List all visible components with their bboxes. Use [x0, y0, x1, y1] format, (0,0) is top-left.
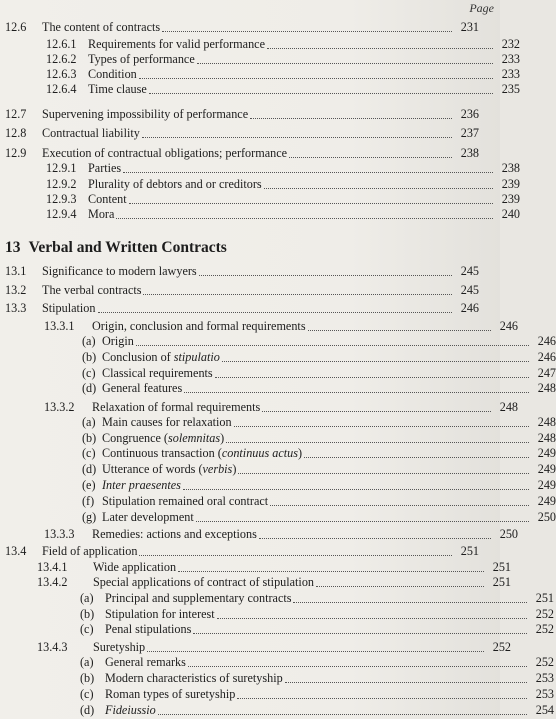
entry-title-text: Stipulation [42, 301, 96, 315]
entry-page-number: 237 [460, 126, 479, 140]
entry-page-number: 231 [460, 20, 479, 34]
toc-entry [0, 478, 556, 493]
chapter-heading [5, 239, 227, 257]
entry-title [93, 575, 314, 590]
entry-page-number: 250 [537, 510, 556, 524]
entry-title [42, 146, 287, 161]
entry-page-number: 246 [499, 319, 518, 333]
entry-title [88, 192, 127, 207]
entry-title [42, 107, 248, 122]
entry-page-number: 246 [537, 334, 556, 348]
entry-number: 12.8 [5, 126, 27, 140]
entry-number: 13.4.2 [37, 575, 68, 589]
entry-page-number: 233 [501, 52, 520, 66]
page-column-header: Page [469, 1, 494, 15]
dot-leader [183, 488, 529, 490]
entry-title [102, 494, 268, 509]
entry-title-text: Relaxation of formal requirements [92, 400, 261, 414]
toc-entry [0, 350, 556, 365]
dot-leader [217, 617, 527, 619]
dot-leader [304, 456, 529, 458]
toc-entry [0, 301, 479, 316]
entry-number: (b) [82, 350, 97, 364]
entry-page-number: 251 [492, 560, 511, 574]
dot-leader [162, 30, 452, 32]
toc-entry [0, 381, 556, 396]
entry-title-italic: Inter praesentes [102, 478, 181, 492]
entry-title-italic: verbis [202, 462, 233, 476]
dot-leader [316, 585, 484, 587]
toc-entry [0, 527, 518, 542]
toc-entry [0, 192, 520, 207]
dot-leader [234, 425, 529, 427]
entry-number: (d) [82, 381, 97, 395]
toc-entry [0, 671, 554, 686]
entry-title [42, 301, 96, 316]
entry-title [88, 82, 147, 97]
toc-entry [0, 207, 520, 222]
entry-number: 13.3.1 [44, 319, 75, 333]
entry-title [93, 560, 176, 575]
entry-page-number: 240 [501, 207, 520, 221]
entry-title [105, 703, 156, 718]
dot-leader [116, 217, 493, 219]
entry-number: 12.7 [5, 107, 27, 121]
entry-title [88, 52, 195, 67]
entry-page-number: 251 [460, 544, 479, 558]
dot-leader [226, 441, 529, 443]
entry-title [93, 640, 145, 655]
toc-entry [0, 544, 479, 559]
entry-title [102, 478, 181, 493]
entry-number: 12.6 [5, 20, 27, 34]
entry-title-text: Execution of contractual obligations; performance [42, 146, 288, 160]
entry-page-number: 248 [537, 381, 556, 395]
entry-number: 12.6.4 [46, 82, 77, 96]
dot-leader [293, 601, 527, 603]
toc-entry [0, 283, 479, 298]
dot-leader [147, 650, 484, 652]
entry-title-end: ) [298, 446, 303, 460]
toc-entry [0, 319, 518, 334]
entry-title-text: Parties [88, 161, 122, 175]
entry-number: 13.3.3 [44, 527, 75, 541]
entry-title-text: Modern characteristics of suretyship [105, 671, 283, 685]
dot-leader [289, 156, 452, 158]
entry-page-number: 253 [535, 671, 554, 685]
entry-title [92, 527, 257, 542]
toc-entry [0, 703, 554, 718]
entry-number: 12.9.1 [46, 161, 77, 175]
entry-page-number: 238 [460, 146, 479, 160]
entry-page-number: 248 [537, 415, 556, 429]
entry-title-text: Principal and supplementary contracts [105, 591, 292, 605]
entry-page-number: 232 [501, 37, 520, 51]
dot-leader [188, 665, 527, 667]
entry-title [92, 400, 260, 415]
entry-number: 13.2 [5, 283, 27, 297]
entry-number: (c) [82, 366, 96, 380]
dot-leader [285, 681, 527, 683]
entry-title [88, 161, 121, 176]
dot-leader [139, 77, 493, 79]
entry-page-number: 236 [460, 107, 479, 121]
dot-leader [222, 360, 529, 362]
entry-number: (a) [82, 334, 96, 348]
entry-page-number: 233 [501, 67, 520, 81]
dot-leader [270, 504, 529, 506]
entry-title [105, 671, 283, 686]
dot-leader [123, 171, 493, 173]
entry-title-text: Field of application [42, 544, 138, 558]
dot-leader [142, 136, 452, 138]
entry-page-number: 252 [535, 622, 554, 636]
entry-title-text: Origin, conclusion and formal requirements [92, 319, 306, 333]
dot-leader [237, 697, 527, 699]
entry-number: (a) [80, 655, 94, 669]
entry-title [102, 431, 224, 446]
dot-leader [143, 293, 452, 295]
entry-page-number: 252 [492, 640, 511, 654]
entry-title-text: Later development [102, 510, 194, 524]
toc-entry [0, 52, 520, 67]
entry-number: (c) [82, 446, 96, 460]
entry-title-text: Congruence ( [102, 431, 168, 445]
entry-number: 12.6.3 [46, 67, 77, 81]
entry-page-number: 251 [535, 591, 554, 605]
entry-page-number: 245 [460, 283, 479, 297]
entry-page-number: 249 [537, 494, 556, 508]
dot-leader [196, 520, 529, 522]
entry-title-text: Special applications of contract of stipulation [93, 575, 315, 589]
entry-title-text: Stipulation for interest [105, 607, 215, 621]
entry-title-text: General features [102, 381, 183, 395]
entry-page-number: 239 [501, 192, 520, 206]
toc-entry [0, 177, 520, 192]
entry-page-number: 251 [492, 575, 511, 589]
toc-entry [0, 607, 554, 622]
dot-leader [262, 410, 491, 412]
toc-entry [0, 622, 554, 637]
entry-title [105, 591, 291, 606]
toc-entry [0, 591, 554, 606]
toc-entry [0, 415, 556, 430]
toc-entry [0, 20, 479, 35]
entry-number: 12.9.3 [46, 192, 77, 206]
entry-page-number: 249 [537, 462, 556, 476]
entry-title-text: Plurality of debtors and or creditors [88, 177, 262, 191]
toc-entry [0, 37, 520, 52]
entry-page-number: 250 [499, 527, 518, 541]
dot-leader [193, 632, 527, 634]
entry-title-text: Conclusion of [102, 350, 174, 364]
entry-title-text: Penal stipulations [105, 622, 192, 636]
entry-number: 13.4 [5, 544, 27, 558]
entry-number: (f) [82, 494, 95, 508]
entry-title-text: The content of contracts [42, 20, 161, 34]
entry-title [42, 283, 141, 298]
entry-title [102, 366, 213, 381]
entry-number: 12.6.1 [46, 37, 77, 51]
entry-number: 13.3 [5, 301, 27, 315]
entry-number: 13.3.2 [44, 400, 75, 414]
entry-title [88, 207, 114, 222]
entry-number: (d) [82, 462, 97, 476]
entry-title-end: ) [220, 431, 225, 445]
entry-title-text: The verbal contracts [42, 283, 142, 297]
toc-entry [0, 494, 556, 509]
toc-entry [0, 510, 556, 525]
entry-page-number: 248 [537, 431, 556, 445]
toc-entry [0, 334, 556, 349]
entry-title [88, 177, 262, 192]
dot-leader [129, 202, 493, 204]
entry-title [42, 20, 160, 35]
entry-title-text: Wide application [93, 560, 177, 574]
dot-leader [197, 62, 493, 64]
entry-title [102, 334, 134, 349]
entry-title [105, 607, 215, 622]
dot-leader [238, 472, 529, 474]
entry-number: (g) [82, 510, 97, 524]
entry-title-text: Requirements for valid performance [88, 37, 265, 51]
entry-title [92, 319, 306, 334]
entry-number: (b) [80, 607, 95, 621]
dot-leader [264, 187, 493, 189]
entry-title-italic: continuus actus [221, 446, 298, 460]
entry-title-text: General remarks [105, 655, 186, 669]
entry-number: (e) [82, 478, 96, 492]
entry-page-number: 252 [535, 607, 554, 621]
entry-title-text: Classical requirements [102, 366, 213, 380]
entry-page-number: 249 [537, 446, 556, 460]
entry-title-text: Origin [102, 334, 134, 348]
dot-leader [250, 117, 452, 119]
toc-entry [0, 126, 479, 141]
entry-number: (b) [80, 671, 95, 685]
entry-number: (c) [80, 622, 94, 636]
entry-title-italic: solemnitas [168, 431, 221, 445]
entry-page-number: 246 [537, 350, 556, 364]
toc-entry [0, 446, 556, 461]
toc-entry [0, 431, 556, 446]
toc-entry [0, 640, 511, 655]
toc-entry [0, 82, 520, 97]
dot-leader [184, 391, 529, 393]
toc-entry [0, 655, 554, 670]
entry-title [105, 622, 191, 637]
chapter-title: Verbal and Written Contracts [28, 239, 227, 256]
dot-leader [215, 376, 529, 378]
entry-title-text: Roman types of suretyship [105, 687, 236, 701]
entry-title [102, 381, 182, 396]
entry-number: 12.9.4 [46, 207, 77, 221]
entry-page-number: 245 [460, 264, 479, 278]
entry-title-text: Continuous transaction ( [102, 446, 222, 460]
entry-title-end: ) [232, 462, 237, 476]
entry-title [102, 510, 194, 525]
entry-title-text: Significance to modern lawyers [42, 264, 197, 278]
entry-title-text: Suretyship [93, 640, 146, 654]
entry-number: 12.9 [5, 146, 27, 160]
dot-leader [267, 47, 493, 49]
entry-title-text: Time clause [88, 82, 147, 96]
entry-title [105, 687, 235, 702]
entry-title [102, 446, 302, 461]
entry-title [102, 415, 232, 430]
toc-entry [0, 400, 518, 415]
entry-page-number: 238 [501, 161, 520, 175]
entry-title [42, 126, 140, 141]
entry-number: 13.4.1 [37, 560, 68, 574]
dot-leader [199, 274, 452, 276]
entry-title-text: Main causes for relaxation [102, 415, 232, 429]
entry-page-number: 248 [499, 400, 518, 414]
entry-title-text: Remedies: actions and exceptions [92, 527, 257, 541]
entry-page-number: 235 [501, 82, 520, 96]
entry-title-text: Stipulation remained oral contract [102, 494, 269, 508]
entry-page-number: 239 [501, 177, 520, 191]
toc-entry [0, 107, 479, 122]
entry-title [102, 350, 220, 365]
entry-title-text: Content [88, 192, 127, 206]
entry-page-number: 252 [535, 655, 554, 669]
dot-leader [98, 311, 453, 313]
dot-leader [149, 92, 493, 94]
entry-number: (d) [80, 703, 95, 717]
chapter-number: 13 [5, 239, 21, 256]
entry-title [42, 264, 197, 279]
entry-page-number: 254 [535, 703, 554, 717]
dot-leader [136, 344, 529, 346]
entry-number: (c) [80, 687, 94, 701]
toc-entry [0, 67, 520, 82]
entry-title-text: Condition [88, 67, 137, 81]
dot-leader [178, 570, 484, 572]
entry-title-italic: stipulatio [173, 350, 220, 364]
entry-page-number: 246 [460, 301, 479, 315]
toc-entry [0, 264, 479, 279]
entry-number: (a) [82, 415, 96, 429]
dot-leader [158, 713, 527, 715]
entry-title [42, 544, 137, 559]
entry-title-italic: Fideiussio [105, 703, 156, 717]
entry-page-number: 253 [535, 687, 554, 701]
entry-number: (a) [80, 591, 94, 605]
entry-title-text: Utterance of words ( [102, 462, 203, 476]
entry-number: 12.9.2 [46, 177, 77, 191]
toc-entry [0, 161, 520, 176]
entry-title-text: Types of performance [88, 52, 195, 66]
toc-entry [0, 366, 556, 381]
toc-entry [0, 560, 511, 575]
dot-leader [139, 554, 452, 556]
entry-page-number: 249 [537, 478, 556, 492]
entry-title-text: Mora [88, 207, 115, 221]
entry-number: 12.6.2 [46, 52, 77, 66]
entry-title [102, 462, 236, 477]
toc-entry [0, 462, 556, 477]
entry-page-number: 247 [537, 366, 556, 380]
toc-entry [0, 146, 479, 161]
toc-entry [0, 575, 511, 590]
toc-entry [0, 687, 554, 702]
entry-title-text: Contractual liability [42, 126, 140, 140]
entry-title [88, 67, 137, 82]
entry-number: 13.1 [5, 264, 27, 278]
entry-title-text: Supervening impossibility of performance [42, 107, 249, 121]
dot-leader [259, 537, 491, 539]
entry-number: 13.4.3 [37, 640, 68, 654]
entry-title [88, 37, 265, 52]
entry-title [105, 655, 186, 670]
entry-number: (b) [82, 431, 97, 445]
dot-leader [308, 329, 491, 331]
